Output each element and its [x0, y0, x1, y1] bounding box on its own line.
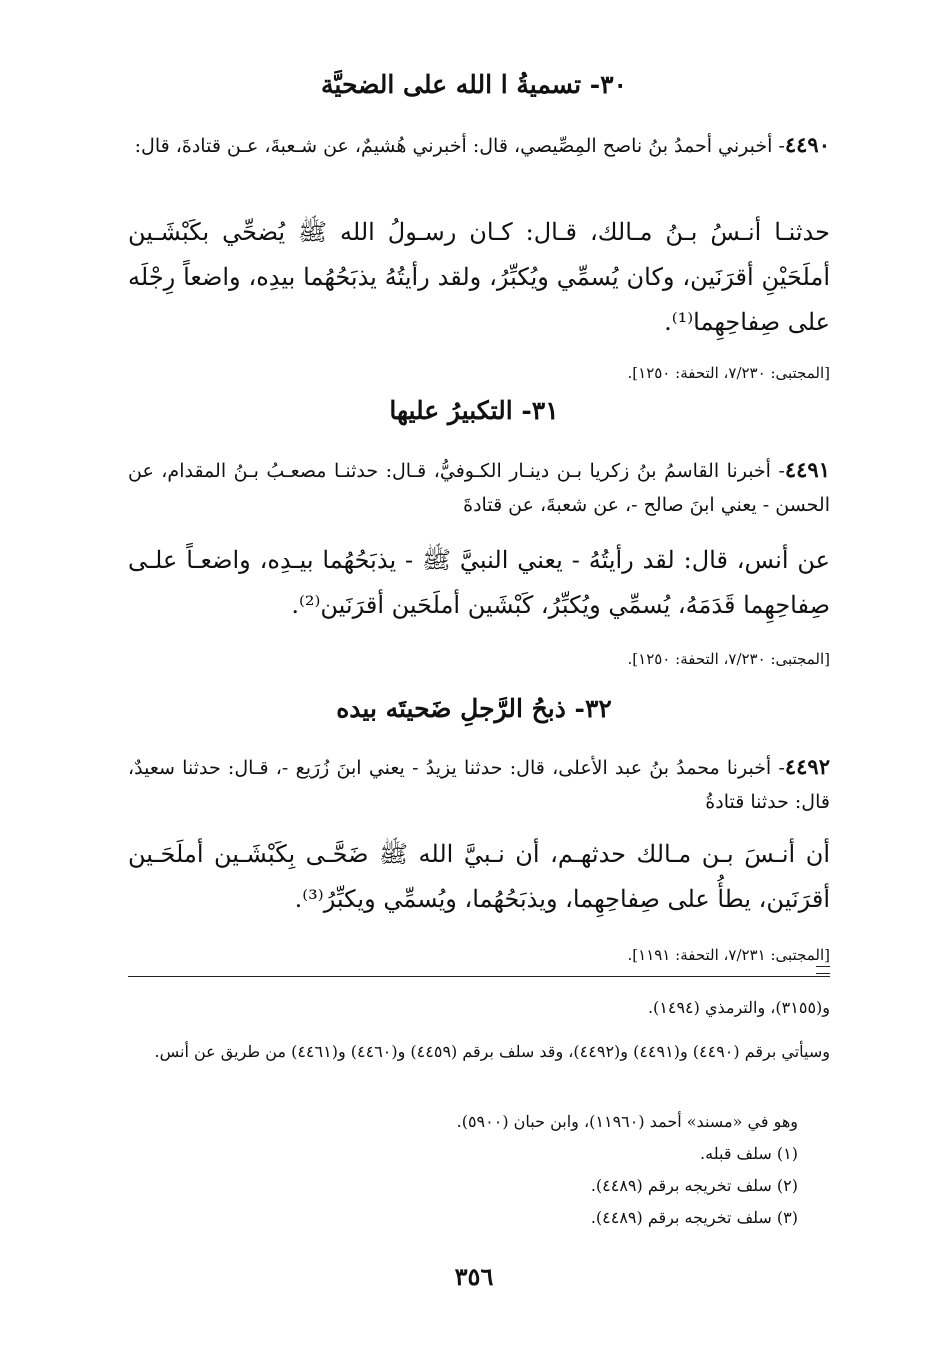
chapter-heading-31: ٣١- التكبيرُ عليها [389, 396, 559, 425]
isnad-text: - أخبرنا محمدُ بنُ عبد الأعلى، قال: حدثنا يزيدُ - يعني ابنَ زُرَيع -، قـال: حدثنا سعيدٌ، قال: حدثنا قتادةُ [128, 757, 830, 813]
hadith-4492-reference: [المجتبى: ٧/٢٣١، التحفة: ١١٩١]. [627, 946, 830, 964]
hadith-4491-matn: عن أنس، قال: لقد رأيتُهُ - يعني النبيَّ ﷺ - يذبَحُهُما بيـدِه، واضعـاً علـى صِفاحِهِما قَدَمَهُ، يُسمِّي ويُكبِّرُ، كَبْشَين أملَحَين أقرَنَين⁽²⁾. [128, 546, 830, 619]
hadith-4490-isnad [128, 128, 830, 163]
hadith-number: ٤٤٩١ [784, 457, 830, 482]
hadith-4490-reference: [المجتبى: ٧/٢٣٠، التحفة: ١٢٥٠]. [627, 364, 830, 382]
chapter-heading-32: ٣٢- ذبحُ الرَّجلِ ضَحيتَه بيده [336, 694, 612, 723]
footnote-separator [128, 976, 830, 977]
footnote-continuation-1: و(٣١٥٥)، والترمذي (١٤٩٤). [647, 998, 830, 1017]
footnote-continuation-mark [816, 966, 830, 974]
footnote-continuation-2: وسيأتي برقم (٤٤٩٠) و(٤٤٩١) و(٤٤٩٢)، وقد سلف برقم (٤٤٥٩) و(٤٤٦٠) و(٤٤٦١) من طريق عن أنس. [154, 1042, 830, 1061]
hadith-number: ٤٤٩٠ [784, 132, 830, 157]
footnote-2: (٢) سلف تخريجه برقم (٤٤٨٩). [590, 1176, 798, 1195]
footnote-continuation-3: وهو في «مسند» أحمد (١١٩٦٠)، وابن حبان (٥٩٠٠). [456, 1112, 798, 1131]
chapter-heading-30: ٣٠- تسميةُ ا الله على الضحيَّة [321, 70, 627, 99]
hadith-4492-isnad [128, 750, 830, 819]
footnote-1: (١) سلف قبله. [700, 1144, 798, 1163]
hadith-4491-reference: [المجتبى: ٧/٢٣٠، التحفة: ١٢٥٠]. [627, 650, 830, 668]
isnad-text: - أخبرنا القاسمُ بنُ زكريا بـن دينـار الكـوفيُّ، قـال: حدثنـا مصعـبُ بـنُ المقدام، عن الحسن - يعني ابنَ صالح -، عن شعبةَ، عن قتادةَ [128, 460, 830, 516]
hadith-4492-matn: أن أنـسَ بـن مـالك حدثهـم، أن نـبيَّ الله ﷺ ضَحَّـى بِكَبْشَـين أملَحَـين أقرَنَين، يطأُ على صِفاحِهِما، ويذبَحُهُما، ويُسمِّي ويكبِّرُ⁽³⁾. [128, 840, 830, 913]
hadith-4490-matn: حدثنـا أنـسُ بـنُ مـالك، قـال: كـان رسـولُ الله ﷺ يُضحِّي بكَبْشَـين أملَحَيْنِ أقرَنَين، وكان يُسمِّي ويُكبِّرُ، ولقد رأيتُهُ يذبَحُهُما بيدِه، واضعاً رِجْلَه على صِفاحِهِما⁽¹⁾. [128, 218, 830, 336]
footnote-3: (٣) سلف تخريجه برقم (٤٤٨٩). [590, 1208, 798, 1227]
page-number: ٣٥٦ [454, 1262, 494, 1291]
hadith-4491-isnad [128, 453, 830, 522]
isnad-text: - أخبرني أحمدُ بنُ ناصح المِصِّيصي، قال: أخبرني هُشيمٌ، عن شـعبةَ، عـن قتادةَ، قال: [134, 135, 785, 157]
hadith-number: ٤٤٩٢ [784, 754, 830, 779]
